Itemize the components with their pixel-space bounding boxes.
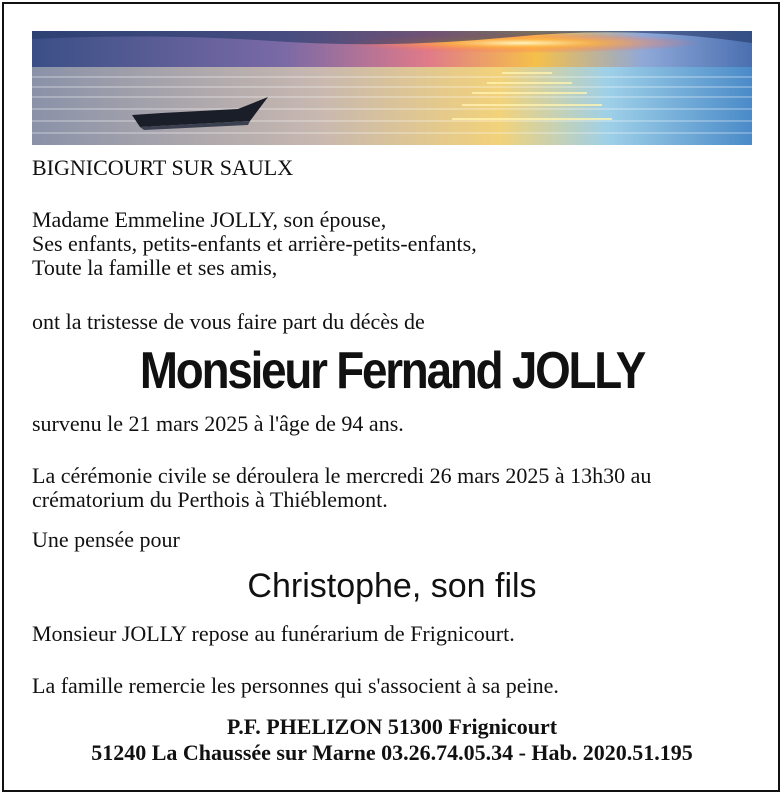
thought-person: Christophe, son fils <box>247 567 537 605</box>
funeral-home-contact: 51240 La Chaussée sur Marne 03.26.74.05.34 - Hab. 2020.51.195 <box>91 740 693 765</box>
location-heading: BIGNICOURT SUR SAULX <box>32 155 294 180</box>
sunset-banner-image <box>32 31 752 145</box>
family-line: Ses enfants, petits-enfants et arrière-petits-enfants, <box>32 231 477 256</box>
death-info: survenu le 21 mars 2025 à l'âge de 94 ans. <box>32 411 404 436</box>
ceremony-line: La cérémonie civile se déroulera le mercredi 26 mars 2025 à 13h30 au <box>32 463 652 488</box>
ceremony-line: crématorium du Perthois à Thiéblemont. <box>32 487 388 512</box>
thanks-text: La famille remercie les personnes qui s'associent à sa peine. <box>32 673 559 698</box>
deceased-name: Monsieur Fernand JOLLY <box>139 342 645 400</box>
family-line: Toute la famille et ses amis, <box>32 255 278 280</box>
thought-intro: Une pensée pour <box>32 527 180 552</box>
family-line: Madame Emmeline JOLLY, son épouse, <box>32 207 387 232</box>
rest-info: Monsieur JOLLY repose au funérarium de Frignicourt. <box>32 621 515 646</box>
sunset-boat-illustration <box>32 31 752 145</box>
funeral-home-name: P.F. PHELIZON 51300 Frignicourt <box>226 714 558 739</box>
announcement-text: ont la tristesse de vous faire part du décès de <box>32 309 425 334</box>
